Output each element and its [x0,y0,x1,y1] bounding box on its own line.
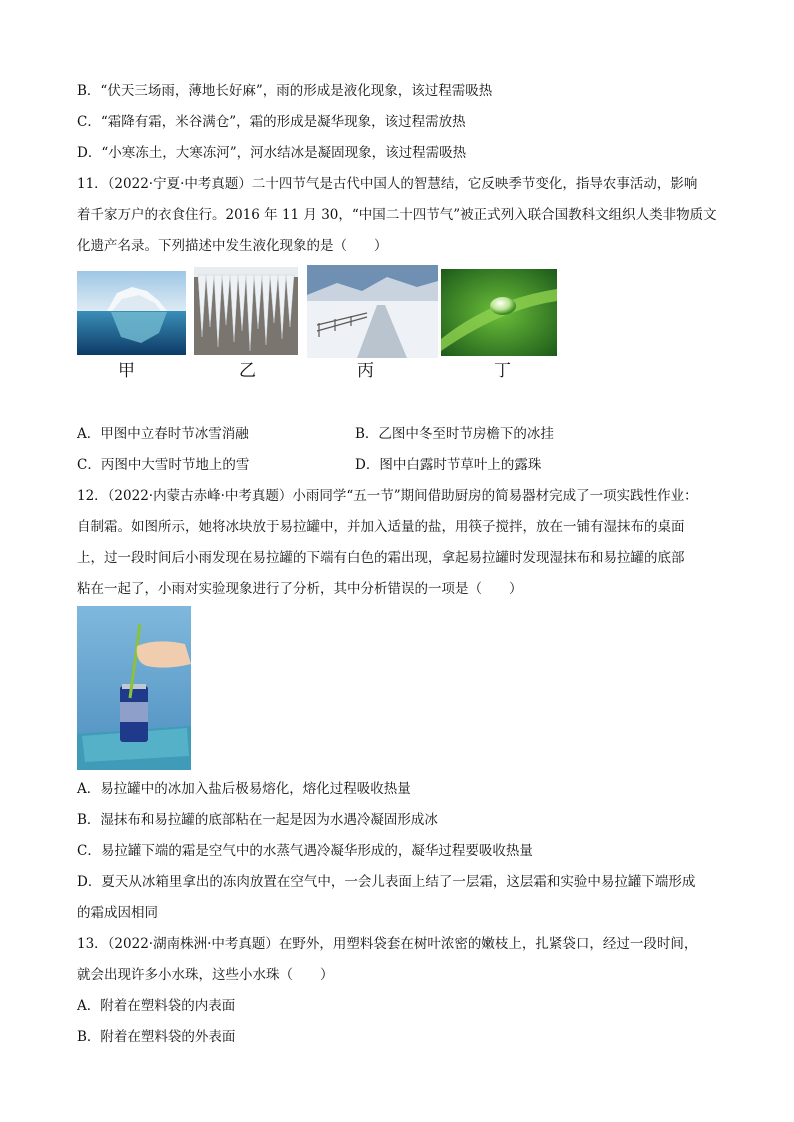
q12-option-c: C．易拉罐下端的霜是空气中的水蒸气遇冷凝华形成的，凝华过程要吸收热量 [77,843,533,859]
q13-stem-line-1: 13．（2022·湖南株洲·中考真题）在野外，用塑料袋套在树叶浓密的嫩枝上，扎紧袋口，经过一段时间， [77,936,698,952]
caption-jia: 甲 [118,361,135,381]
caption-ding: 丁 [494,361,511,381]
q11-stem-line-3: 化遗产名录。下列描述中发生液化现象的是（ ） [77,238,388,254]
photo-dew-drop [441,269,557,356]
q11-stem-line-1: 11．（2022·宁夏·中考真题）二十四节气是古代中国人的智慧结，它反映季节变化，指导农事活动，影响 [77,176,698,192]
q11-stem-line-2: 着千家万户的衣食住行。2016 年 11 月 30，“中国二十四节气”被正式列入联合国教科文组织人类非物质文 [77,207,717,223]
q12-stem-line-4: 粘在一起了，小雨对实验现象进行了分析，其中分析错误的一项是（ ） [77,581,523,597]
q12-stem-line-1: 12．（2022·内蒙古赤峰·中考真题）小雨同学“五一节”期间借助厨房的简易器材完成了一项实践性作业： [77,488,698,504]
photo-can-experiment [77,606,191,770]
q10-option-b: B．“伏天三场雨，薄地长好麻”，雨的形成是液化现象，该过程需吸热 [77,83,493,99]
q12-stem-line-3: 上，过一段时间后小雨发现在易拉罐的下端有白色的霜出现，拿起易拉罐时发现湿抹布和易拉罐的底部 [77,550,685,566]
q11-option-d: D．图中白露时节草叶上的露珠 [355,457,542,473]
q11-option-b: B．乙图中冬至时节房檐下的冰挂 [355,426,554,442]
photo-icicles [194,267,298,355]
photo-snowy-road [307,265,438,358]
q11-option-c: C．丙图中大雪时节地上的雪 [77,457,250,473]
q12-option-d-line-1: D．夏天从冰箱里拿出的冻肉放置在空气中，一会儿表面上结了一层霜，这层霜和实验中易拉罐下端形成 [77,874,696,890]
q10-option-d: D．“小寒冻土，大寒冻河”，河水结冰是凝固现象，该过程需吸热 [77,145,467,161]
q13-option-a: A．附着在塑料袋的内表面 [77,998,236,1014]
q13-option-b: B．附着在塑料袋的外表面 [77,1029,236,1045]
q12-stem-line-2: 自制霜。如图所示，她将冰块放于易拉罐中，并加入适量的盐，用筷子搅拌，放在一铺有湿抹布的桌面 [77,519,685,535]
photo-iceberg [77,271,186,355]
q12-option-d-line-2: 的霜成因相同 [77,905,158,921]
q12-option-a: A．易拉罐中的冰加入盐后极易熔化，熔化过程吸收热量 [77,781,411,797]
q10-option-c: C．“霜降有霜，米谷满仓”，霜的形成是凝华现象，该过程需放热 [77,114,466,130]
caption-yi: 乙 [239,361,256,381]
q12-option-b: B．湿抹布和易拉罐的底部粘在一起是因为水遇冷凝固形成冰 [77,812,438,828]
q13-stem-line-2: 就会出现许多小水珠，这些小水珠（ ） [77,967,334,983]
caption-bing: 丙 [357,361,374,381]
q11-option-a: A．甲图中立春时节冰雪消融 [77,426,249,442]
